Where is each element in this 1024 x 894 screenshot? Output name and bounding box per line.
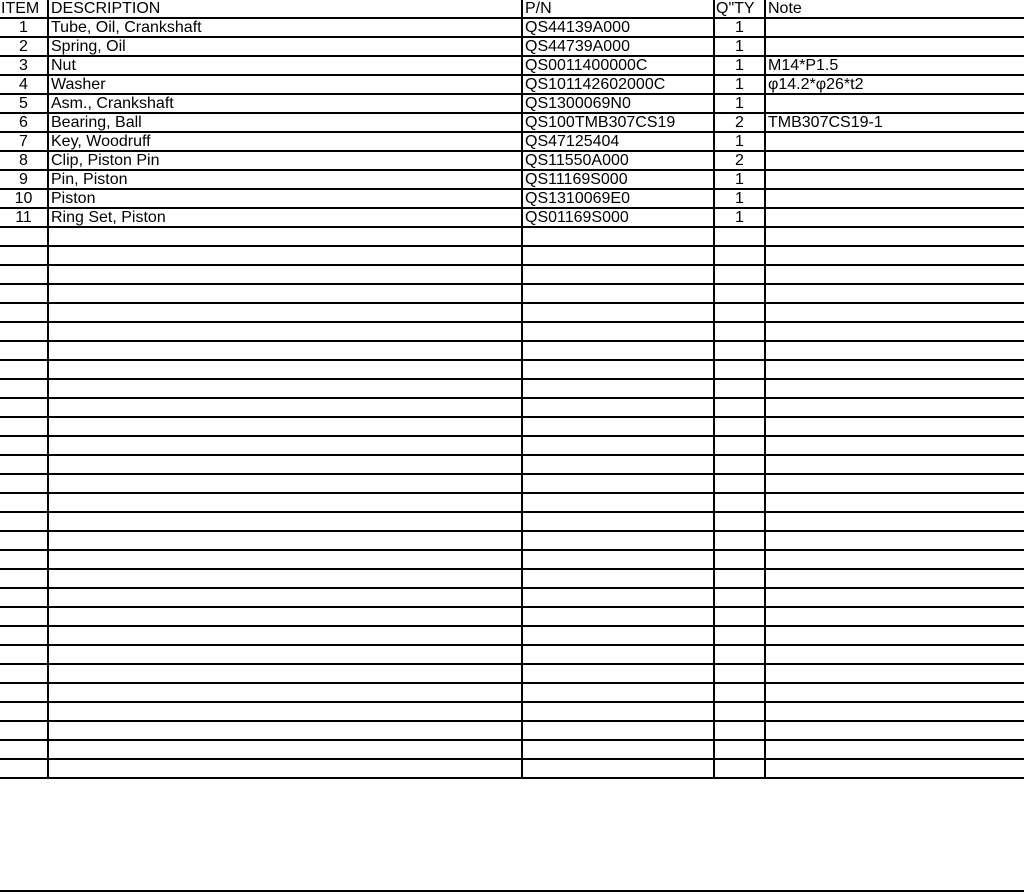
empty-cell-qty	[714, 455, 765, 474]
empty-cell-qty	[714, 227, 765, 246]
empty-table-row	[0, 702, 1024, 721]
empty-cell-pn	[522, 607, 714, 626]
empty-cell-description	[48, 284, 522, 303]
empty-cell-note	[765, 702, 1024, 721]
empty-cell-item	[0, 721, 48, 740]
empty-cell-pn	[522, 721, 714, 740]
empty-cell-pn	[522, 265, 714, 284]
empty-cell-pn	[522, 550, 714, 569]
empty-cell-description	[48, 493, 522, 512]
empty-table-row	[0, 607, 1024, 626]
empty-table-row	[0, 265, 1024, 284]
empty-cell-item	[0, 284, 48, 303]
cell-description: Ring Set, Piston	[48, 208, 522, 227]
empty-cell-pn	[522, 493, 714, 512]
empty-cell-note	[765, 626, 1024, 645]
cell-pn: QS44739A000	[522, 37, 714, 56]
empty-cell-note	[765, 664, 1024, 683]
empty-table-row	[0, 398, 1024, 417]
empty-cell-note	[765, 569, 1024, 588]
empty-cell-pn	[522, 512, 714, 531]
empty-table-row	[0, 531, 1024, 550]
empty-table-row	[0, 360, 1024, 379]
cell-description: Pin, Piston	[48, 170, 522, 189]
empty-cell-item	[0, 322, 48, 341]
empty-cell-description	[48, 531, 522, 550]
empty-cell-item	[0, 474, 48, 493]
empty-cell-description	[48, 664, 522, 683]
header-description: DESCRIPTION	[48, 0, 522, 18]
empty-cell-qty	[714, 360, 765, 379]
empty-cell-item	[0, 360, 48, 379]
empty-cell-note	[765, 341, 1024, 360]
empty-cell-qty	[714, 322, 765, 341]
empty-cell-item	[0, 246, 48, 265]
empty-cell-pn	[522, 683, 714, 702]
cell-pn: QS44139A000	[522, 18, 714, 37]
empty-cell-note	[765, 227, 1024, 246]
cell-description: Spring, Oil	[48, 37, 522, 56]
empty-cell-pn	[522, 341, 714, 360]
empty-cell-pn	[522, 227, 714, 246]
empty-cell-qty	[714, 740, 765, 759]
empty-cell-qty	[714, 512, 765, 531]
empty-cell-qty	[714, 702, 765, 721]
cell-qty: 1	[714, 189, 765, 208]
empty-table-row	[0, 683, 1024, 702]
empty-cell-item	[0, 379, 48, 398]
empty-cell-note	[765, 303, 1024, 322]
empty-cell-note	[765, 398, 1024, 417]
empty-cell-qty	[714, 550, 765, 569]
empty-cell-description	[48, 246, 522, 265]
cell-description: Piston	[48, 189, 522, 208]
empty-cell-qty	[714, 436, 765, 455]
header-item: ITEM	[0, 0, 48, 18]
empty-table-row	[0, 588, 1024, 607]
empty-cell-description	[48, 341, 522, 360]
table-row	[0, 151, 1024, 170]
empty-table-row	[0, 721, 1024, 740]
empty-table-row	[0, 436, 1024, 455]
empty-table-row	[0, 455, 1024, 474]
empty-cell-qty	[714, 341, 765, 360]
cell-qty: 1	[714, 132, 765, 151]
empty-cell-description	[48, 303, 522, 322]
empty-table-row	[0, 626, 1024, 645]
empty-cell-note	[765, 379, 1024, 398]
empty-cell-item	[0, 265, 48, 284]
cell-description: Asm., Crankshaft	[48, 94, 522, 113]
empty-cell-pn	[522, 626, 714, 645]
empty-cell-note	[765, 683, 1024, 702]
cell-pn: QS1300069N0	[522, 94, 714, 113]
empty-cell-item	[0, 740, 48, 759]
empty-table-row	[0, 341, 1024, 360]
empty-table-row	[0, 474, 1024, 493]
cell-pn: QS1310069E0	[522, 189, 714, 208]
empty-cell-item	[0, 512, 48, 531]
empty-cell-qty	[714, 284, 765, 303]
empty-cell-qty	[714, 303, 765, 322]
cell-qty: 1	[714, 18, 765, 37]
empty-table-row	[0, 417, 1024, 436]
empty-cell-qty	[714, 417, 765, 436]
empty-cell-description	[48, 455, 522, 474]
empty-table-row	[0, 664, 1024, 683]
empty-cell-description	[48, 759, 522, 778]
empty-cell-pn	[522, 303, 714, 322]
header-pn: P/N	[522, 0, 714, 18]
cell-note: φ14.2*φ26*t2	[765, 75, 1024, 94]
empty-table-row	[0, 246, 1024, 265]
empty-cell-item	[0, 493, 48, 512]
empty-table-row	[0, 303, 1024, 322]
empty-cell-item	[0, 398, 48, 417]
cell-qty: 1	[714, 94, 765, 113]
empty-cell-description	[48, 360, 522, 379]
empty-table-row	[0, 379, 1024, 398]
empty-cell-item	[0, 569, 48, 588]
empty-cell-note	[765, 721, 1024, 740]
empty-cell-pn	[522, 322, 714, 341]
empty-table-row	[0, 645, 1024, 664]
empty-cell-pn	[522, 455, 714, 474]
empty-cell-note	[765, 607, 1024, 626]
empty-cell-item	[0, 303, 48, 322]
cell-pn: QS100TMB307CS19	[522, 113, 714, 132]
empty-cell-qty	[714, 493, 765, 512]
empty-cell-description	[48, 683, 522, 702]
empty-cell-description	[48, 322, 522, 341]
empty-cell-description	[48, 702, 522, 721]
empty-cell-qty	[714, 607, 765, 626]
table-row	[0, 56, 1024, 75]
cell-note	[765, 37, 1024, 56]
empty-cell-item	[0, 759, 48, 778]
empty-cell-description	[48, 569, 522, 588]
table-row	[0, 18, 1024, 37]
cell-item: 3	[0, 56, 48, 75]
empty-cell-pn	[522, 531, 714, 550]
empty-cell-qty	[714, 531, 765, 550]
empty-cell-description	[48, 436, 522, 455]
empty-cell-item	[0, 626, 48, 645]
cell-item: 1	[0, 18, 48, 37]
cell-description: Clip, Piston Pin	[48, 151, 522, 170]
cell-pn: QS47125404	[522, 132, 714, 151]
empty-cell-qty	[714, 721, 765, 740]
cell-note	[765, 132, 1024, 151]
cell-description: Tube, Oil, Crankshaft	[48, 18, 522, 37]
empty-cell-note	[765, 436, 1024, 455]
header-qty: Q"TY	[714, 0, 765, 18]
empty-cell-note	[765, 284, 1024, 303]
table-row	[0, 94, 1024, 113]
table-row	[0, 170, 1024, 189]
empty-cell-item	[0, 702, 48, 721]
empty-cell-qty	[714, 664, 765, 683]
empty-table-row	[0, 493, 1024, 512]
empty-cell-description	[48, 645, 522, 664]
empty-cell-pn	[522, 398, 714, 417]
empty-cell-description	[48, 607, 522, 626]
empty-cell-note	[765, 322, 1024, 341]
empty-cell-qty	[714, 265, 765, 284]
cell-note: M14*P1.5	[765, 56, 1024, 75]
empty-cell-item	[0, 341, 48, 360]
cell-qty: 1	[714, 56, 765, 75]
cell-item: 4	[0, 75, 48, 94]
empty-cell-description	[48, 626, 522, 645]
empty-cell-note	[765, 455, 1024, 474]
empty-table-row	[0, 284, 1024, 303]
cell-description: Bearing, Ball	[48, 113, 522, 132]
empty-cell-description	[48, 588, 522, 607]
empty-cell-item	[0, 664, 48, 683]
empty-cell-qty	[714, 246, 765, 265]
cell-item: 7	[0, 132, 48, 151]
empty-cell-note	[765, 512, 1024, 531]
cell-description: Nut	[48, 56, 522, 75]
cell-item: 9	[0, 170, 48, 189]
empty-cell-pn	[522, 759, 714, 778]
empty-cell-qty	[714, 474, 765, 493]
cell-qty: 2	[714, 113, 765, 132]
empty-cell-pn	[522, 569, 714, 588]
empty-cell-note	[765, 759, 1024, 778]
empty-table-row	[0, 569, 1024, 588]
empty-cell-qty	[714, 379, 765, 398]
empty-table-row	[0, 512, 1024, 531]
empty-cell-note	[765, 645, 1024, 664]
empty-cell-note	[765, 493, 1024, 512]
empty-cell-qty	[714, 569, 765, 588]
cell-item: 2	[0, 37, 48, 56]
cell-qty: 1	[714, 208, 765, 227]
empty-cell-pn	[522, 664, 714, 683]
empty-cell-description	[48, 512, 522, 531]
empty-cell-note	[765, 531, 1024, 550]
table-row	[0, 189, 1024, 208]
empty-cell-item	[0, 588, 48, 607]
empty-cell-item	[0, 645, 48, 664]
empty-cell-item	[0, 417, 48, 436]
cell-qty: 1	[714, 170, 765, 189]
cell-pn: QS0011400000C	[522, 56, 714, 75]
header-row	[0, 0, 1024, 18]
empty-cell-note	[765, 550, 1024, 569]
empty-cell-qty	[714, 626, 765, 645]
bottom-divider	[0, 890, 1024, 892]
cell-pn: QS11169S000	[522, 170, 714, 189]
empty-cell-note	[765, 417, 1024, 436]
table-row	[0, 75, 1024, 94]
empty-cell-description	[48, 550, 522, 569]
empty-table-row	[0, 550, 1024, 569]
cell-item: 11	[0, 208, 48, 227]
empty-cell-note	[765, 588, 1024, 607]
empty-cell-note	[765, 265, 1024, 284]
empty-cell-note	[765, 246, 1024, 265]
empty-cell-pn	[522, 645, 714, 664]
empty-cell-note	[765, 740, 1024, 759]
empty-cell-pn	[522, 246, 714, 265]
empty-cell-item	[0, 531, 48, 550]
empty-cell-description	[48, 740, 522, 759]
cell-description: Key, Woodruff	[48, 132, 522, 151]
cell-note	[765, 94, 1024, 113]
cell-item: 10	[0, 189, 48, 208]
empty-cell-item	[0, 455, 48, 474]
empty-cell-description	[48, 721, 522, 740]
empty-cell-item	[0, 607, 48, 626]
empty-cell-item	[0, 227, 48, 246]
empty-cell-item	[0, 683, 48, 702]
empty-cell-pn	[522, 417, 714, 436]
cell-note	[765, 208, 1024, 227]
table-header	[0, 0, 1024, 18]
empty-cell-description	[48, 227, 522, 246]
cell-description: Washer	[48, 75, 522, 94]
empty-table-row	[0, 227, 1024, 246]
empty-cell-qty	[714, 683, 765, 702]
cell-item: 6	[0, 113, 48, 132]
empty-cell-pn	[522, 702, 714, 721]
cell-note	[765, 18, 1024, 37]
empty-cell-pn	[522, 474, 714, 493]
empty-cell-pn	[522, 740, 714, 759]
empty-cell-item	[0, 436, 48, 455]
empty-cell-pn	[522, 379, 714, 398]
cell-note	[765, 151, 1024, 170]
table-row	[0, 208, 1024, 227]
cell-note: TMB307CS19-1	[765, 113, 1024, 132]
cell-qty: 2	[714, 151, 765, 170]
header-note: Note	[765, 0, 1024, 18]
cell-pn: QS101142602000C	[522, 75, 714, 94]
empty-cell-description	[48, 417, 522, 436]
cell-qty: 1	[714, 75, 765, 94]
cell-item: 8	[0, 151, 48, 170]
empty-cell-qty	[714, 759, 765, 778]
cell-note	[765, 170, 1024, 189]
empty-cell-pn	[522, 436, 714, 455]
empty-cell-note	[765, 474, 1024, 493]
table-row	[0, 37, 1024, 56]
empty-table-row	[0, 759, 1024, 778]
empty-cell-description	[48, 265, 522, 284]
empty-cell-description	[48, 379, 522, 398]
cell-item: 5	[0, 94, 48, 113]
empty-cell-pn	[522, 284, 714, 303]
empty-cell-qty	[714, 398, 765, 417]
empty-table-row	[0, 322, 1024, 341]
empty-cell-description	[48, 474, 522, 493]
cell-pn: QS01169S000	[522, 208, 714, 227]
empty-cell-item	[0, 550, 48, 569]
cell-pn: QS11550A000	[522, 151, 714, 170]
table-body	[0, 18, 1024, 778]
empty-cell-qty	[714, 588, 765, 607]
cell-note	[765, 189, 1024, 208]
cell-qty: 1	[714, 37, 765, 56]
empty-cell-description	[48, 398, 522, 417]
table-row	[0, 113, 1024, 132]
empty-table-row	[0, 740, 1024, 759]
empty-cell-note	[765, 360, 1024, 379]
empty-cell-pn	[522, 588, 714, 607]
table-row	[0, 132, 1024, 151]
empty-cell-pn	[522, 360, 714, 379]
empty-cell-qty	[714, 645, 765, 664]
